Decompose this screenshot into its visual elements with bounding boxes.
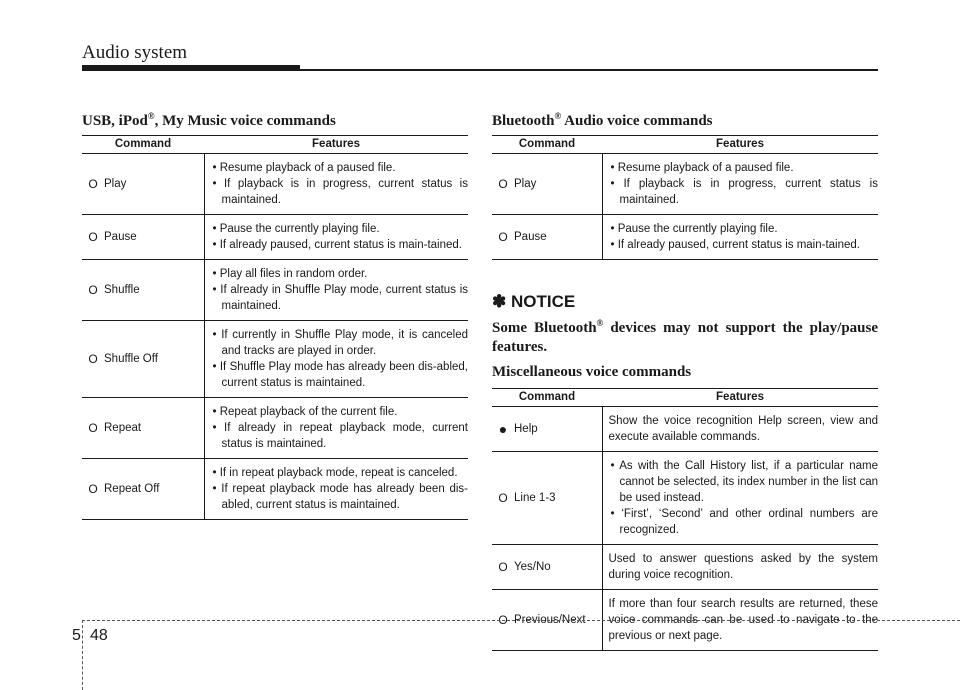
open-circle-icon: O xyxy=(88,421,98,435)
open-circle-icon: O xyxy=(498,491,508,505)
bt-command-label: Play xyxy=(514,178,537,190)
usb-features-cell xyxy=(204,260,468,321)
usb-commands-table xyxy=(82,135,468,520)
usb-features-cell xyxy=(204,154,468,215)
bt-command-cell xyxy=(492,215,602,260)
misc-features-cell xyxy=(602,452,878,545)
misc-feature-text: Show the voice recognition Help screen, view and execute available commands. xyxy=(608,415,878,443)
usb-command-cell xyxy=(82,459,204,520)
notice-title: ✽ NOTICE xyxy=(492,292,576,311)
usb-command-cell xyxy=(82,398,204,459)
usb-command-cell xyxy=(82,215,204,260)
bt-features-cell xyxy=(602,215,878,260)
open-circle-icon: O xyxy=(498,560,508,574)
misc-command-cell xyxy=(492,452,602,545)
bt-col-command: Command xyxy=(492,136,602,154)
misc-command-label: Help xyxy=(514,423,538,435)
page-number: 48 xyxy=(90,627,108,644)
usb-feature-item: • If Shuffle Play mode has already been dis-abled, current status is maintained. xyxy=(212,361,468,389)
usb-feature-item: • If already in repeat playback mode, current status is maintained. xyxy=(212,422,468,450)
misc-feature-text: If more than four search results are returned, these voice commands can be used to navigate to the previous or next page. xyxy=(608,598,878,642)
bt-row xyxy=(492,215,878,260)
misc-row xyxy=(492,545,878,590)
bt-section-title: Bluetooth® Audio voice commands xyxy=(492,111,713,129)
misc-commands-table xyxy=(492,388,878,651)
usb-command-label: Repeat xyxy=(104,422,142,434)
open-circle-icon: O xyxy=(88,482,98,496)
misc-command-cell xyxy=(492,407,602,452)
open-circle-icon: O xyxy=(498,177,508,191)
bt-feature-item: • If playback is in progress, current status is maintained. xyxy=(610,178,878,206)
usb-command-label: Pause xyxy=(104,231,137,243)
bt-feature-item: • Resume playback of a paused file. xyxy=(610,162,794,174)
open-circle-icon: O xyxy=(498,613,508,627)
header-rule-thick xyxy=(82,65,300,71)
usb-row xyxy=(82,260,468,321)
usb-col-features: Features xyxy=(204,136,468,154)
usb-features-cell xyxy=(204,398,468,459)
notice-body: Some Bluetooth® devices may not support the play/pause features. xyxy=(492,318,879,355)
footer-dashed-divider xyxy=(82,620,84,690)
usb-col-command: Command xyxy=(82,136,204,154)
bt-commands-table xyxy=(492,135,878,260)
usb-row xyxy=(82,459,468,520)
filled-circle-icon: ● xyxy=(498,421,508,437)
bt-feature-item: • Pause the currently playing file. xyxy=(610,223,778,235)
misc-feature-text: Used to answer questions asked by the system during voice recognition. xyxy=(608,553,878,581)
misc-feature-item: • As with the Call History list, if a particular name cannot be selected, its index number in the list can be used instead. xyxy=(610,460,878,504)
usb-features-cell xyxy=(204,215,468,260)
misc-features-cell xyxy=(602,407,878,452)
usb-row xyxy=(82,398,468,459)
page-header-title: Audio system xyxy=(82,42,188,63)
usb-feature-item: • Repeat playback of the current file. xyxy=(212,406,398,418)
bt-feature-item: • If already paused, current status is main-tained. xyxy=(610,239,860,251)
open-circle-icon: O xyxy=(498,230,508,244)
bt-col-features: Features xyxy=(602,136,878,154)
misc-row xyxy=(492,407,878,452)
misc-command-label: Yes/No xyxy=(514,561,551,573)
bt-row xyxy=(492,154,878,215)
misc-feature-item: • ‘First’, ‘Second’ and other ordinal numbers are recognized. xyxy=(610,508,878,536)
usb-features-cell xyxy=(204,459,468,520)
usb-feature-item: • If already in Shuffle Play mode, current status is maintained. xyxy=(212,284,468,312)
usb-command-cell xyxy=(82,260,204,321)
usb-feature-item: • If in repeat playback mode, repeat is canceled. xyxy=(212,467,458,479)
misc-col-command: Command xyxy=(492,389,602,407)
usb-features-cell xyxy=(204,321,468,398)
usb-command-label: Shuffle Off xyxy=(104,353,158,365)
usb-command-cell xyxy=(82,154,204,215)
bt-features-cell xyxy=(602,154,878,215)
usb-command-label: Shuffle xyxy=(104,284,140,296)
misc-features-cell xyxy=(602,545,878,590)
header-rule-thin xyxy=(300,69,878,71)
misc-command-cell xyxy=(492,545,602,590)
usb-section-title: USB, iPod®, My Music voice commands xyxy=(82,111,336,129)
usb-feature-item: • Resume playback of a paused file. xyxy=(212,162,396,174)
usb-feature-item: • If currently in Shuffle Play mode, it is canceled and tracks are played in order. xyxy=(212,329,468,357)
misc-section-title: Miscellaneous voice commands xyxy=(492,364,692,380)
usb-command-cell xyxy=(82,321,204,398)
misc-col-features: Features xyxy=(602,389,878,407)
usb-row xyxy=(82,154,468,215)
bt-command-cell xyxy=(492,154,602,215)
misc-command-label: Line 1-3 xyxy=(514,492,556,504)
bt-command-label: Pause xyxy=(514,231,547,243)
misc-row xyxy=(492,452,878,545)
usb-row xyxy=(82,321,468,398)
section-number: 5 xyxy=(72,627,81,644)
open-circle-icon: O xyxy=(88,177,98,191)
open-circle-icon: O xyxy=(88,230,98,244)
open-circle-icon: O xyxy=(88,352,98,366)
usb-command-label: Play xyxy=(104,178,127,190)
usb-feature-item: • If already paused, current status is main-tained. xyxy=(212,239,462,251)
usb-feature-item: • Play all files in random order. xyxy=(212,268,368,280)
usb-row xyxy=(82,215,468,260)
open-circle-icon: O xyxy=(88,283,98,297)
usb-feature-item: • Pause the currently playing file. xyxy=(212,223,380,235)
usb-feature-item: • If repeat playback mode has already been dis-abled, current status is maintained. xyxy=(212,483,468,511)
usb-feature-item: • If playback is in progress, current status is maintained. xyxy=(212,178,468,206)
footer-dashed-rule xyxy=(82,620,960,621)
misc-command-label: Previous/Next xyxy=(514,614,586,626)
usb-command-label: Repeat Off xyxy=(104,483,160,495)
